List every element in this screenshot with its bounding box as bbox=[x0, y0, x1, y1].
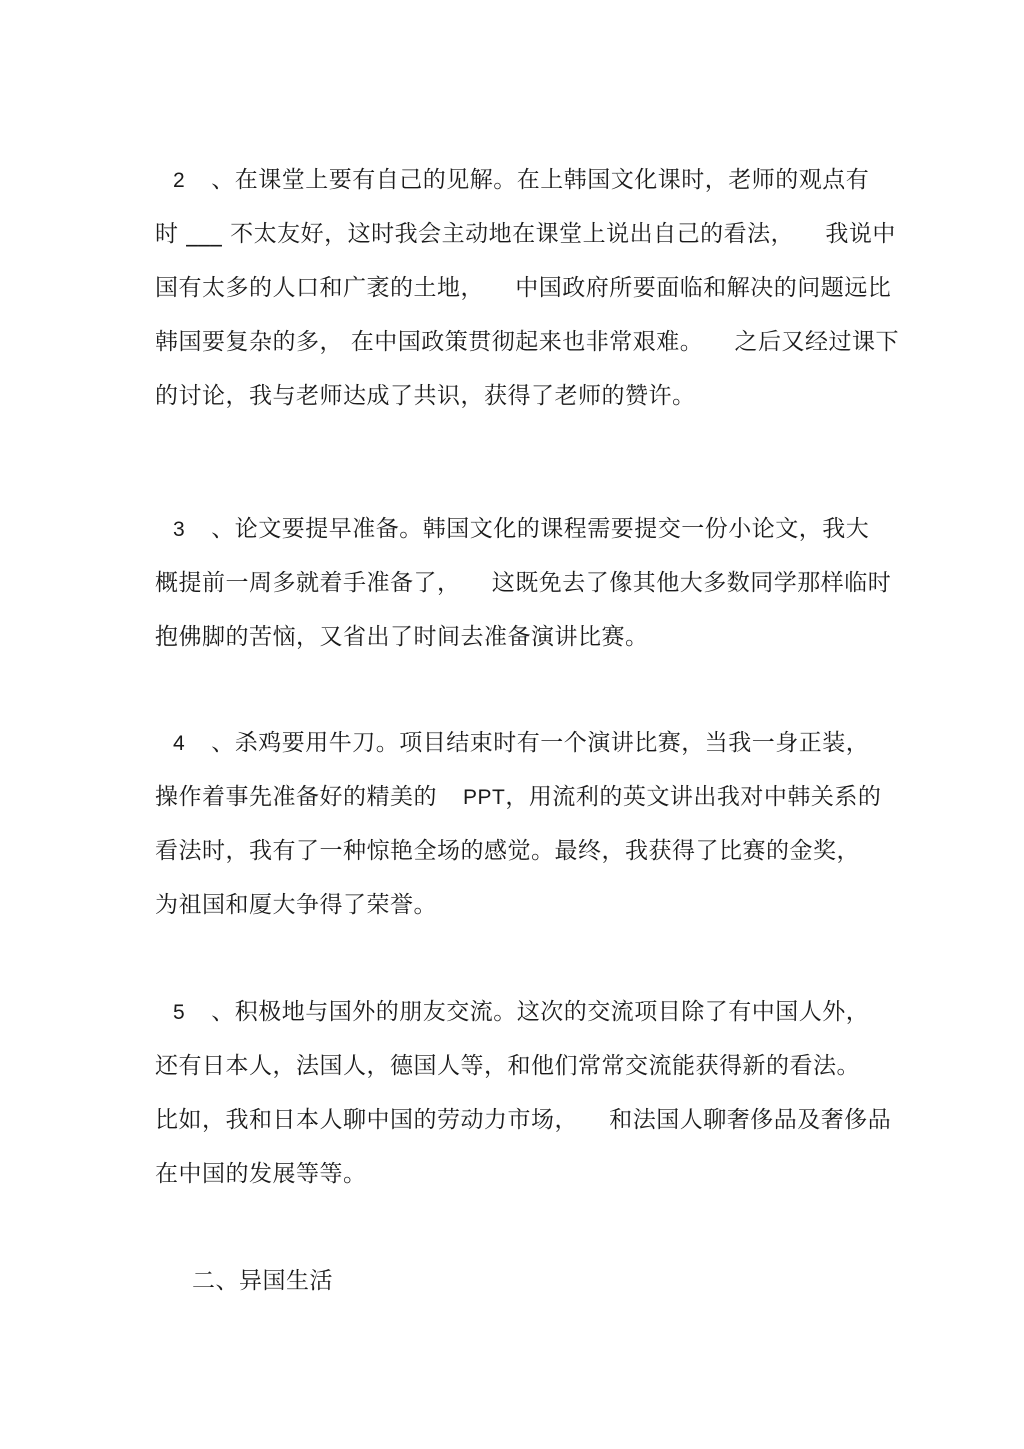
paragraph-line: 的讨论，我与老师达成了共识，获得了老师的赞许。 bbox=[155, 383, 696, 409]
paragraph-3 bbox=[155, 502, 892, 664]
paragraph-line: 国有太多的人口和广袤的土地， 中国政府所要面临和解决的问题远比 bbox=[155, 275, 892, 301]
paragraph-line: 还有日本人，法国人，德国人等，和他们常常交流能获得新的看法。 bbox=[155, 1053, 860, 1079]
paragraph-line: 4 、杀鸡要用牛刀。项目结束时有一个演讲比赛，当我一身正装， bbox=[155, 716, 875, 770]
paragraph-number: 5 bbox=[173, 1001, 186, 1024]
section-heading: 二、异国生活 bbox=[192, 1268, 333, 1294]
paragraph-line: 看法时，我有了一种惊艳全场的感觉。最终，我获得了比赛的金奖， bbox=[155, 838, 860, 864]
paragraph-2 bbox=[155, 153, 900, 423]
paragraph-number: 3 bbox=[173, 518, 186, 541]
paragraph-line: 比如，我和日本人聊中国的劳动力市场， 和法国人聊奢侈品及奢侈品 bbox=[155, 1107, 892, 1133]
paragraph-line: 韩国要复杂的多， 在中国政策贯彻起来也非常艰难。 之后又经过课下 bbox=[155, 329, 900, 355]
paragraph-line: 操作着事先准备好的精美的 PPT，用流利的英文讲出我对中韩关系的 bbox=[155, 784, 882, 810]
paragraph-line: 抱佛脚的苦恼，又省出了时间去准备演讲比赛。 bbox=[155, 624, 649, 650]
paragraph-5 bbox=[155, 985, 892, 1201]
paragraph-line: 概提前一周多就着手准备了， 这既免去了像其他大多数同学那样临时 bbox=[155, 570, 892, 596]
paragraph-4 bbox=[155, 716, 882, 932]
ppt-term: PPT bbox=[463, 786, 506, 809]
paragraph-line: 2 、在课堂上要有自己的见解。在上韩国文化课时，老师的观点有 bbox=[155, 153, 875, 207]
paragraph-line: 3 、论文要提早准备。韩国文化的课程需要提交一份小论文，我大 bbox=[155, 502, 875, 556]
paragraph-line: 时 ___ 不太友好，这时我会主动地在课堂上说出自己的看法， 我说中 bbox=[155, 221, 896, 247]
paragraph-line: 为祖国和厦大争得了荣誉。 bbox=[155, 892, 437, 918]
paragraph-number: 4 bbox=[173, 732, 186, 755]
paragraph-line: 在中国的发展等等。 bbox=[155, 1161, 367, 1187]
paragraph-number: 2 bbox=[173, 169, 186, 192]
paragraph-line: 5 、积极地与国外的朋友交流。这次的交流项目除了有中国人外， bbox=[155, 985, 875, 1039]
